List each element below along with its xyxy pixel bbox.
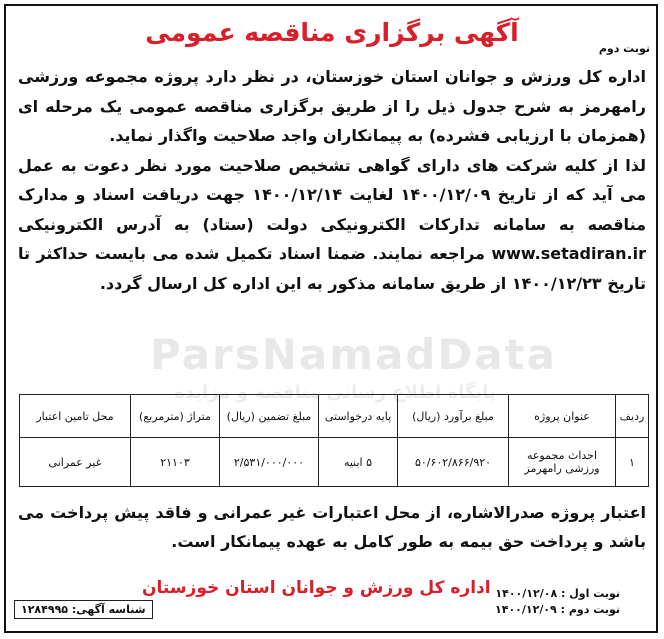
second-round-date: نوبت دوم : ۱۴۰۰/۱۲/۰۹	[495, 603, 620, 616]
cell-grade: ۵ ابنیه	[319, 438, 398, 487]
table-row	[20, 438, 649, 487]
col-area: متراژ (مترمربع)	[131, 395, 220, 438]
issuer-name: اداره کل ورزش و جوانان استان خوزستان	[142, 578, 491, 598]
cell-row: ۱	[616, 438, 649, 487]
deadline-text: مراجعه نمایند. ضمنا اسناد تکمیل شده می بایست حداکثر تا تاریخ ۱۴۰۰/۱۲/۲۳ از طریق سامانه مذکور به این اداره کل ارسال گردد.	[18, 244, 646, 293]
table-header-row	[20, 395, 649, 438]
intro-paragraph: اداره کل ورزش و جوانان استان خوزستان، در نظر دارد پروژه مجموعه ورزشی رامهرمز به شرح جدول ذیل را از طریق برگزاری مناقصه عمومی یک مرحله ای (همزمان با ارزیابی فشرده) به پیمانکاران واجد صلاحیت واگذار نماید.	[18, 67, 646, 145]
col-grade: پایه درخواستی	[319, 395, 398, 438]
col-project-title: عنوان پروژه	[509, 395, 616, 438]
cell-area: ۲۱۱۰۳	[131, 438, 220, 487]
ad-id-box: شناسه آگهی: ۱۲۸۴۹۹۵	[14, 600, 153, 619]
watermark-subtitle: پایگاه اطلاع رسانی مناقصه و مزایده	[174, 382, 496, 403]
round-label: نوبت دوم	[598, 42, 650, 55]
cell-estimate: ۵۰/۶۰۲/۸۶۶/۹۲۰	[398, 438, 509, 487]
first-round-date: نوبت اول : ۱۴۰۰/۱۲/۰۸	[495, 587, 620, 600]
cell-guarantee: ۲/۵۳۱/۰۰۰/۰۰۰	[220, 438, 319, 487]
website-link[interactable]: www.setadiran.ir	[491, 244, 646, 263]
col-funding: محل تامین اعتبار	[20, 395, 131, 438]
ad-body	[18, 62, 646, 298]
col-row: ردیف	[616, 395, 649, 438]
watermark-brand: ParsNamadData	[150, 330, 557, 379]
col-estimate: مبلغ برآورد (ریال)	[398, 395, 509, 438]
invitation-paragraph	[18, 151, 646, 299]
cell-funding: غیر عمرانی	[20, 438, 131, 487]
project-table	[19, 394, 649, 487]
col-guarantee: مبلغ تضمین (ریال)	[220, 395, 319, 438]
invitation-text: لذا از کلیه شرکت های دارای گواهی تشخیص صلاحیت مورد نظر دعوت به عمل می آید که از تاریخ ۱۴۰۰/۱۲/۰۹ لغایت ۱۴۰۰/۱۲/۱۴ جهت دریافت اسناد و مدارک مناقصه به سامانه تدارکات الکترونیکی دولت (ستاد) به آدرس الکترونیکی	[18, 155, 646, 234]
ad-title: آگهی برگزاری مناقصه عمومی	[145, 18, 519, 47]
funding-note-text: اعتبار پروژه صدرالاشاره، از محل اعتبارات غیر عمرانی و فاقد پیش پرداخت می باشد و پرداخت حق بیمه به طور کامل به عهده پیمانکار است.	[18, 503, 646, 551]
publication-dates	[495, 586, 620, 618]
cell-project-title: احداث مجموعه ورزشی رامهرمز	[509, 438, 616, 487]
funding-note	[18, 498, 646, 556]
